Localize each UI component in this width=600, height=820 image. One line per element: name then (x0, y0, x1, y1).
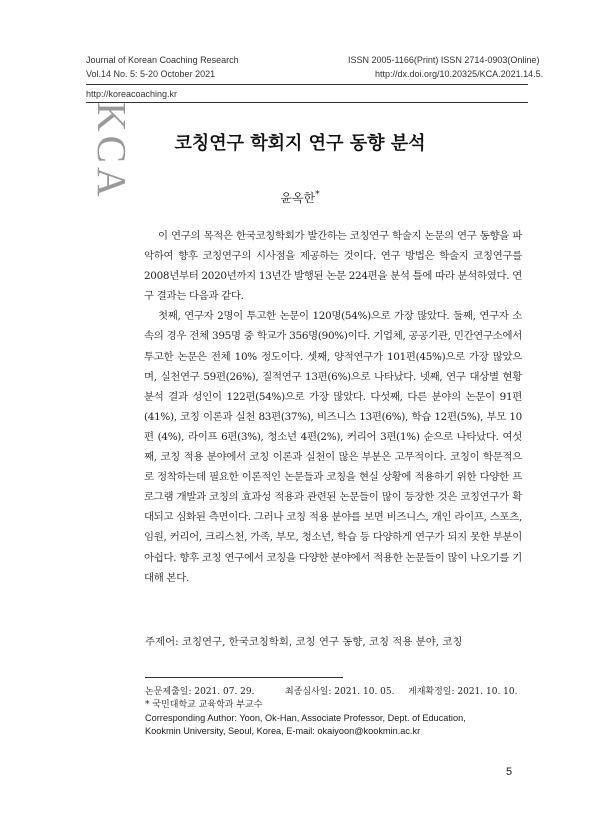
abstract-paragraph-1: 이 연구의 목적은 한국코칭학회가 발간하는 코칭연구 학술지 논문의 연구 동향을 파악하여 향후 코칭연구의 시사점을 제공하는 것이다. 연구 방법은 학술지 코칭연구를 2008년부터 2020년까지 13년간 발행된 논문 224편을 분석 틀에 따라 분석하였다. 연구 결과는 다음과 같다. (144, 230, 522, 303)
journal-name: Journal of Korean Coaching Research (86, 55, 239, 65)
paper-title: 코칭연구 학회지 연구 동향 분석 (174, 133, 426, 154)
corresponding-author-line1: Corresponding Author: Yoon, Ok-Han, Associate Professor, Dept. of Education, (145, 713, 466, 723)
volume-info: Vol.14 No. 5: 5-20 October 2021 (86, 69, 216, 79)
doi-link[interactable]: http://dx.doi.org/10.20325/KCA.2021.14.5. (375, 69, 544, 79)
author-footnote-mark: * (315, 190, 320, 200)
issn: ISSN 2005-1166(Print) ISSN 2714-0903(Online) (348, 55, 540, 65)
header-rule-lower (86, 102, 528, 103)
author (0, 189, 600, 206)
reviewed-date: 최종심사일: 2021. 10. 05. (285, 687, 395, 697)
abstract-paragraph-2: 첫째, 연구자 2명이 투고한 논문이 120명(54%)으로 가장 많았다. 둘째, 연구자 소속의 경우 전체 395명 중 학교가 356명(90%)이다. 기업체, 공공기관, 민간연구소에서 투고한 논문은 전체 10% 정도이다. 셋째, 양적연구가 101편(45%)으로 가장 많았으며, 실천연구 59편(26%), 질적연구 13편(6%)으로 나타났다. 넷째, 연구 대상별 현황 분석 결과 성인이 122편(54%)으로 가장 많았다. 다섯째, 다른 분야의 논문이 91편(41%), 코칭 이론과 실천 83편(37%), 비즈니스 13편(6%), 학습 12편(5%), 부모 10편 (4%), 라이프 6편(3%), 청소년 4편(2%), 커리어 3편(1%) 순으로 나타났다. 여섯째, 코칭 적용 분야에서 코칭 이론과 실천이 많은 부분은 고무적이다. 코칭이 학문적으로 정착하는데 필요한 이론적인 논문들과 코칭을 현실 상황에 적용하기 위한 다양한 프로그램 개발과 코칭의 효과성 적용과 관련된 논문들이 많이 등장한 것은 코칭연구가 확대되고 심화된 측면이다. 그러나 코칭 적용 분야를 보면 비즈니스, 개인 라이프, 스포츠, 임원, 커리어, 크리스천, 가족, 부모, 청소년, 학습 등 다양하게 연구가 되지 못한 부분이 아쉽다. 향후 코칭 연구에서 코칭을 다양한 분야에서 적용한 논문들이 많이 나오기를 기대해 본다. (144, 310, 522, 584)
author-name: 윤옥한 (280, 191, 316, 205)
page-number: 5 (506, 766, 513, 778)
keywords: 주제어: 코칭연구, 한국코칭학회, 코칭 연구 동향, 코칭 적용 분야, 코칭 (145, 636, 463, 648)
received-date: 논문제출일: 2021. 07. 29. (145, 687, 255, 697)
abstract (144, 226, 522, 588)
header-rule (86, 84, 528, 85)
footnote-dates (145, 686, 525, 699)
website-link[interactable]: http://koreacoaching.kr (86, 89, 178, 99)
corresponding-author-line2: Kookmin University, Seoul, Korea, E-mail: okaiyoon@kookmin.ac.kr (145, 726, 421, 736)
accepted-date: 게재확정일: 2021. 10. 10. (408, 687, 518, 697)
footnote-rule (145, 677, 343, 678)
kca-logo: KCA (89, 102, 135, 201)
footnote-affiliation: * 국민대학교 교육학과 부교수 (145, 700, 263, 710)
